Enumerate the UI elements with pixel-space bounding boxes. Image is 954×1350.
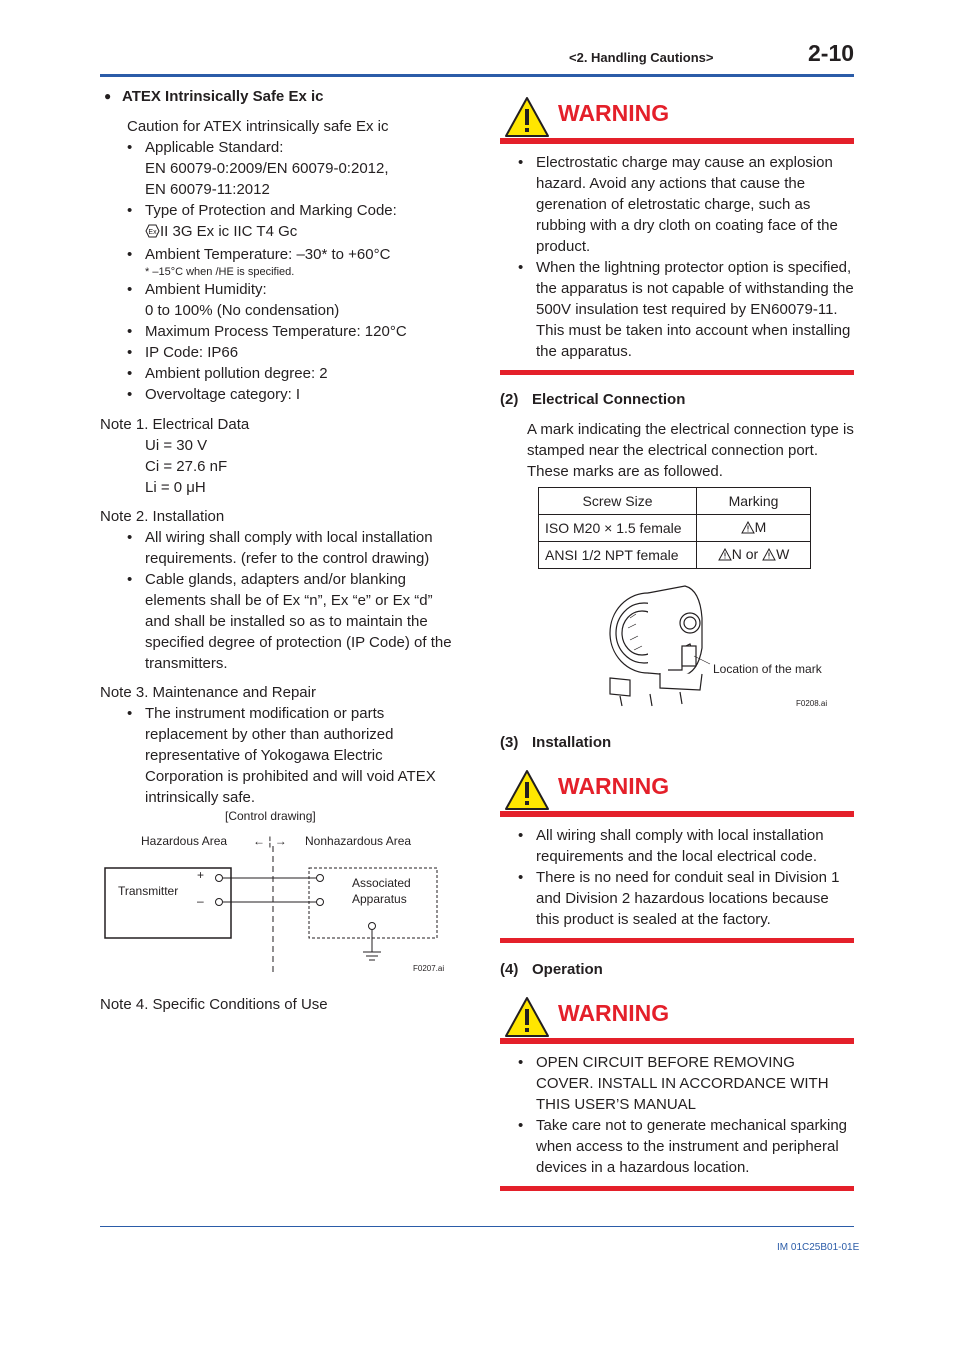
list-item: • All wiring shall comply with local installation requirements. (refer to the control drawing) bbox=[145, 527, 460, 569]
list-item: • IP Code: IP66 bbox=[145, 342, 460, 363]
section-installation-heading: (3) Installation bbox=[500, 734, 612, 751]
warning-body bbox=[500, 144, 854, 375]
list-item: • OPEN CIRCUIT BEFORE REMOVING COVER. INSTALL IN ACCORDANCE WITH THIS USER’S MANUAL bbox=[536, 1052, 854, 1115]
atex-spec-list bbox=[100, 137, 460, 405]
nonhazardous-area-label: Nonhazardous Area bbox=[305, 834, 412, 848]
list-item: • Applicable Standard: EN 60079-0:2009/EN 60079-0:2012, EN 60079-11:2012 bbox=[145, 137, 460, 200]
page-number: 2-10 bbox=[808, 40, 855, 66]
transmitter-illustration bbox=[590, 578, 840, 713]
warning-body bbox=[500, 1044, 854, 1191]
table-cell: ANSI 1/2 NPT female bbox=[539, 542, 697, 569]
note1-title: Note 1. Electrical Data bbox=[100, 416, 250, 433]
warning-header bbox=[500, 988, 854, 1044]
warning-header bbox=[500, 88, 854, 144]
list-item: • Take care not to generate mechanical sparking when access to the instrument and peripheral devices in a hazardous location. bbox=[536, 1115, 854, 1178]
table-header-row bbox=[539, 488, 811, 515]
warning-mark-icon bbox=[762, 546, 776, 567]
ex-hexagon-icon bbox=[145, 223, 160, 244]
svg-text:Ex: Ex bbox=[148, 229, 157, 236]
hazardous-area-label: Hazardous Area bbox=[141, 834, 228, 848]
column-header: Screw Size bbox=[539, 488, 697, 515]
list-item: • There is no need for conduit seal in Division 1 and Division 2 hazardous locations because this product is sealed at the factory. bbox=[536, 867, 854, 930]
warning-box-operation bbox=[500, 988, 854, 1191]
table-cell: N or W bbox=[697, 542, 811, 569]
associated-apparatus-label-2: Apparatus bbox=[352, 892, 407, 906]
header-rule bbox=[100, 74, 854, 77]
minus-terminal-label: – bbox=[197, 894, 204, 908]
figure-id: F0207.ai bbox=[413, 964, 445, 973]
warning-mark-icon bbox=[741, 519, 755, 540]
boundary-arrows: ← ¦ → bbox=[253, 834, 287, 848]
note3-list bbox=[100, 703, 460, 808]
list-item: • Ambient pollution degree: 2 bbox=[145, 363, 460, 384]
note4-title: Note 4. Specific Conditions of Use bbox=[100, 996, 328, 1013]
table-row bbox=[539, 515, 811, 542]
list-item: • Cable glands, adapters and/or blanking elements shall be of Ex “n”, Ex “e” or Ex “d” and shall be installed so as to maintain the specified degree of protection (IP Code) of the transmitters. bbox=[145, 569, 460, 674]
warning-title: WARNING bbox=[558, 773, 670, 799]
list-item: • Maximum Process Temperature: 120°C bbox=[145, 321, 460, 342]
atex-intro: Caution for ATEX intrinsically safe Ex ic bbox=[127, 118, 389, 135]
warning-body bbox=[500, 817, 854, 943]
warning-triangle-icon bbox=[504, 769, 550, 817]
list-item: • When the lightning protector option is specified, the apparatus is not capable of withstanding the 500V insulation test required by EN60079-11. This must be taken into account when installing the apparatus. bbox=[536, 257, 854, 362]
note2-list bbox=[100, 527, 460, 674]
warning-header bbox=[500, 761, 854, 817]
table-cell: M bbox=[697, 515, 811, 542]
list-item: • Electrostatic charge may cause an explosion hazard. Avoid any actions that cause the gerenation of eletrostatic charge, such as rubbing with a dry cloth on coating face of the product. bbox=[536, 152, 854, 257]
list-item: • The instrument modification or parts replacement by other than authorized representative of Yokogawa Electric Corporation is prohibited and will void ATEX intrinsically safe. bbox=[145, 703, 460, 808]
list-item: • Ambient Humidity: 0 to 100% (No condensation) bbox=[145, 279, 460, 321]
column-header: Marking bbox=[697, 488, 811, 515]
control-drawing-figure bbox=[100, 806, 450, 986]
electrical-connection-paragraph: A mark indicating the electrical connection type is stamped near the electrical connection port. These marks are as followed. bbox=[527, 421, 854, 480]
warning-triangle-icon bbox=[504, 96, 550, 144]
footer-rule bbox=[100, 1226, 854, 1227]
warning-triangle-icon bbox=[504, 996, 550, 1044]
list-item: • Ambient Temperature: –30* to +60°C * –15°C when /HE is specified. bbox=[145, 244, 460, 279]
warning-box-installation bbox=[500, 761, 854, 943]
warning-title: WARNING bbox=[558, 100, 670, 126]
list-item: • Overvoltage category: I bbox=[145, 384, 460, 405]
note3-title: Note 3. Maintenance and Repair bbox=[100, 684, 316, 701]
temperature-footnote: * –15°C when /HE is specified. bbox=[145, 266, 295, 278]
note1-values: Ui = 30 V Ci = 27.6 nF Li = 0 μH bbox=[145, 437, 228, 496]
mark-location-label: Location of the mark bbox=[713, 662, 822, 676]
note2-title: Note 2. Installation bbox=[100, 508, 225, 525]
warning-title: WARNING bbox=[558, 1000, 670, 1026]
list-item: • All wiring shall comply with local installation requirements and the local electrical code. bbox=[536, 825, 854, 867]
plus-terminal-label: + bbox=[197, 868, 205, 882]
associated-apparatus-label-1: Associated bbox=[352, 876, 411, 890]
list-item: • Type of Protection and Marking Code: Ex II 3G Ex ic IIC T4 Gc bbox=[145, 200, 460, 244]
section-electrical-connection-heading: (2) Electrical Connection bbox=[500, 391, 686, 408]
table-cell: ISO M20 × 1.5 female bbox=[539, 515, 697, 542]
atex-heading: ● ATEX Intrinsically Safe Ex ic bbox=[100, 86, 460, 107]
warning-mark-icon bbox=[718, 546, 732, 567]
figure-id: F0208.ai bbox=[796, 699, 828, 708]
transmitter-drawing bbox=[590, 578, 840, 713]
transmitter-label: Transmitter bbox=[118, 884, 179, 898]
warning-box-electrostatic bbox=[500, 88, 854, 375]
document-id: IM 01C25B01-01E bbox=[777, 1242, 860, 1253]
left-column bbox=[100, 86, 460, 808]
running-header-section: <2. Handling Cautions> bbox=[569, 50, 714, 65]
section-operation-heading: (4) Operation bbox=[500, 961, 603, 978]
marking-table bbox=[538, 487, 811, 569]
table-row bbox=[539, 542, 811, 569]
control-drawing-caption: [Control drawing] bbox=[225, 809, 316, 823]
